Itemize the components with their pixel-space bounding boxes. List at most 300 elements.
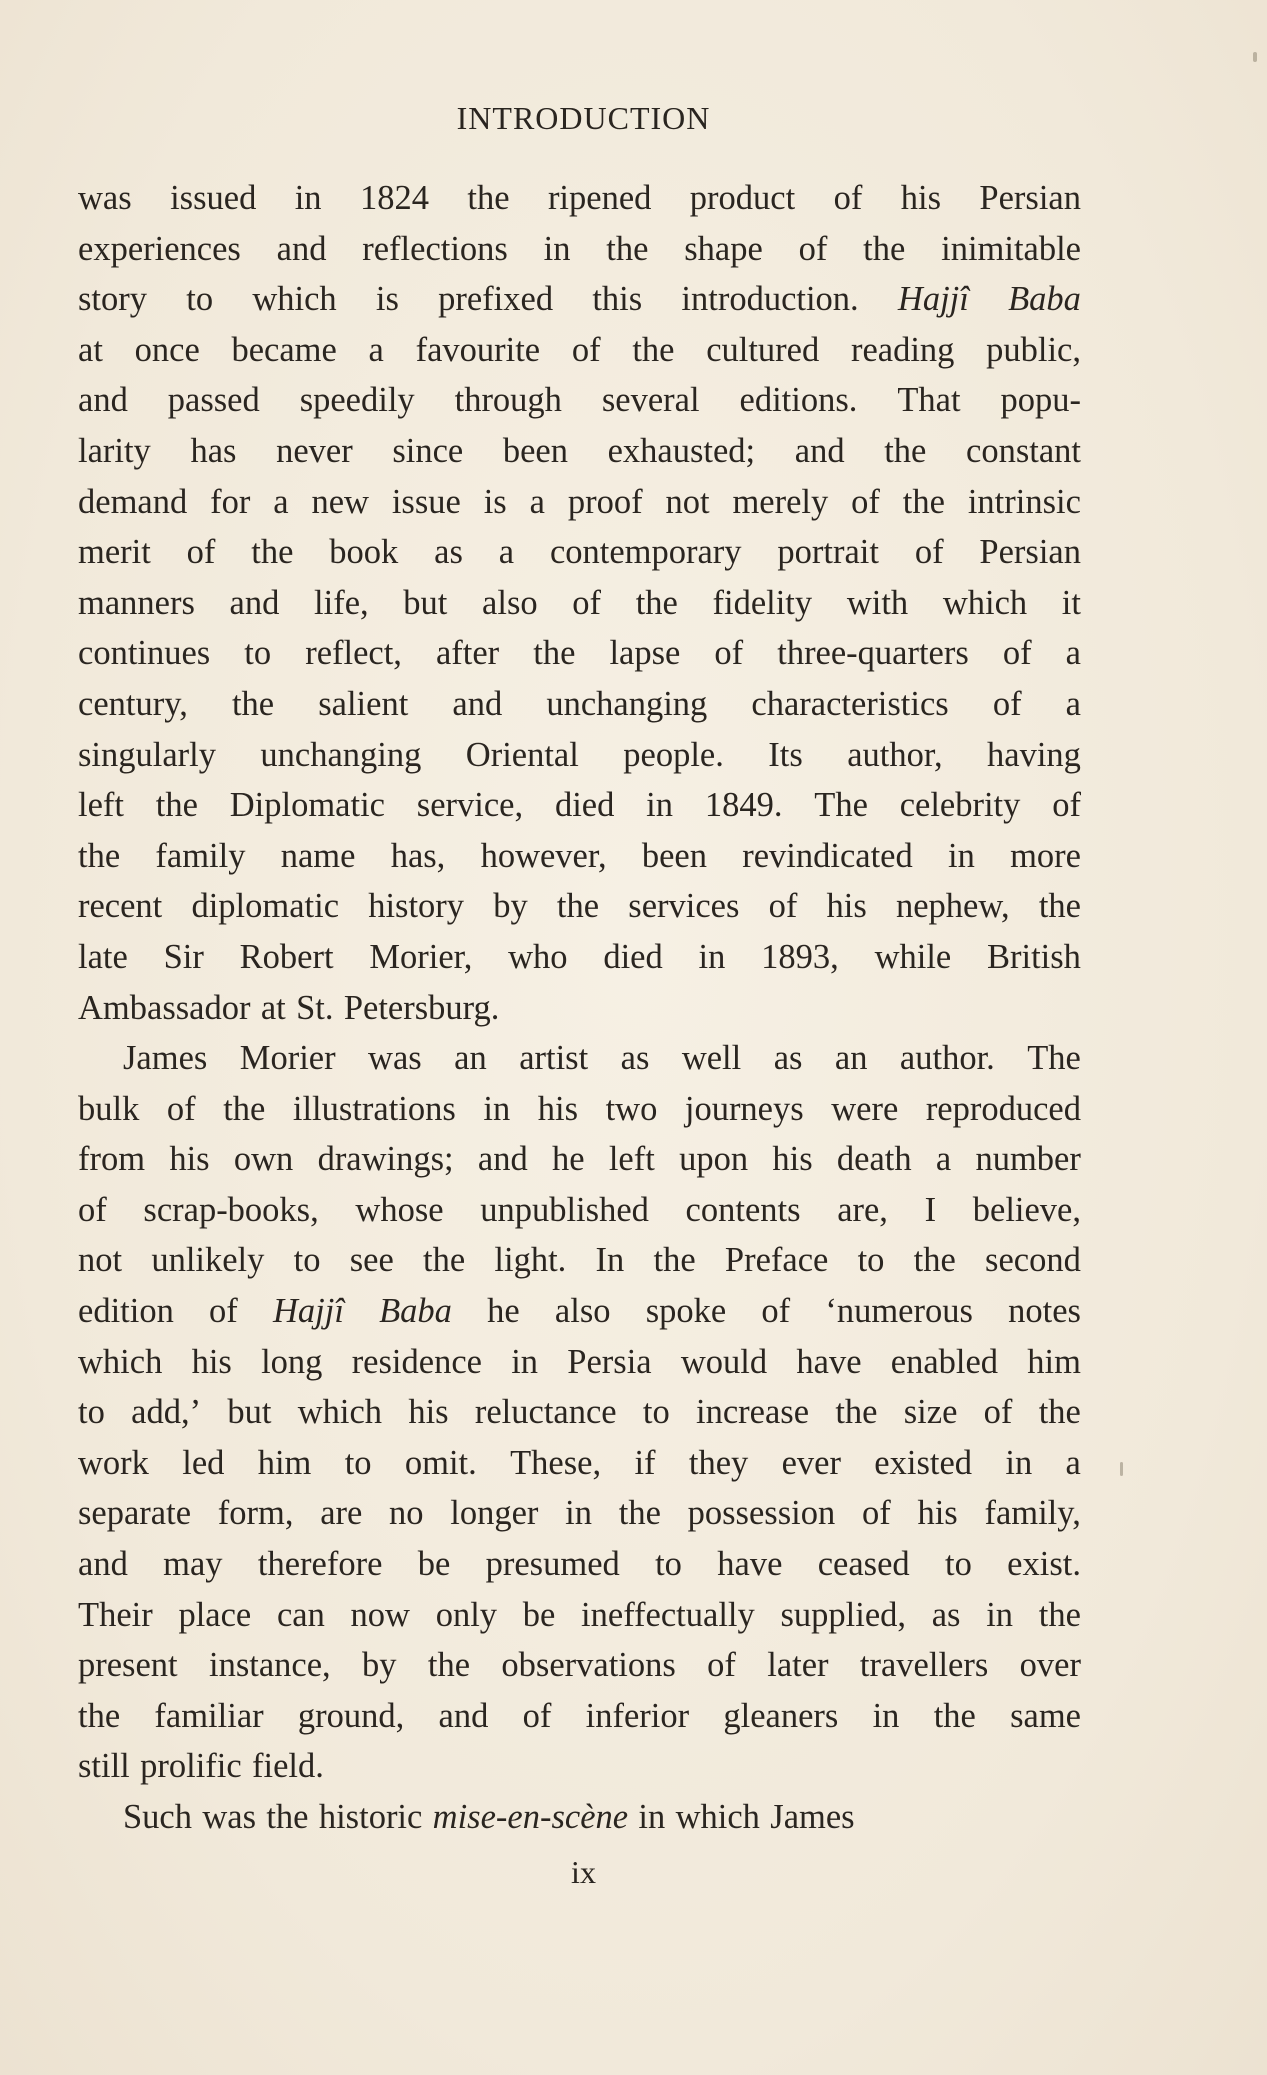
word: would	[680, 1342, 768, 1381]
word: but	[403, 583, 448, 622]
word: to	[244, 634, 272, 673]
word: never	[276, 431, 353, 470]
word: journeys	[684, 1089, 804, 1128]
word: and	[477, 1140, 528, 1179]
word: a	[935, 1140, 952, 1179]
word: omit.	[404, 1443, 477, 1482]
word: after	[435, 634, 500, 673]
word: and	[438, 1696, 489, 1735]
word: bulk	[78, 1089, 140, 1128]
word: services	[628, 887, 740, 926]
word: have	[796, 1342, 862, 1381]
word: history	[368, 887, 465, 926]
word: in	[511, 1342, 539, 1381]
word: possession	[687, 1494, 836, 1533]
word: a	[368, 330, 384, 369]
word: ineffectually	[581, 1595, 755, 1634]
word: ceased	[817, 1545, 910, 1584]
word: product	[689, 179, 796, 217]
word: which	[252, 280, 337, 319]
word: and	[794, 431, 845, 470]
text-line	[78, 831, 1081, 882]
word: been	[502, 431, 568, 470]
word: of	[714, 634, 744, 673]
word: in	[543, 229, 571, 268]
word: also	[554, 1292, 611, 1331]
word: proof	[567, 482, 643, 521]
word: his	[772, 1140, 813, 1179]
word: reproduced	[925, 1089, 1081, 1128]
text-line	[78, 1438, 1081, 1489]
word: Preface	[724, 1241, 829, 1280]
word: ‘numerous	[825, 1292, 973, 1331]
word: death	[836, 1140, 912, 1179]
word: author,	[847, 735, 943, 774]
word: now	[350, 1595, 410, 1634]
word: existed	[874, 1443, 973, 1482]
word: may	[163, 1545, 223, 1584]
word: story	[78, 280, 147, 319]
word: St.	[296, 988, 334, 1027]
word: the	[423, 1241, 466, 1280]
text-line	[78, 1033, 1081, 1084]
body-text	[78, 173, 1081, 1843]
word: as	[434, 533, 463, 572]
word: has,	[390, 836, 446, 875]
word: in	[638, 1798, 666, 1836]
word: his	[537, 1089, 579, 1128]
word: introduction.	[681, 280, 859, 319]
word: in	[986, 1595, 1014, 1634]
word: was	[78, 179, 132, 217]
word: were	[831, 1089, 899, 1128]
text-line	[78, 1387, 1081, 1438]
word: author.	[899, 1039, 995, 1078]
text-line	[78, 730, 1081, 781]
word: popu-	[1000, 381, 1081, 420]
word: the	[632, 330, 675, 369]
word: editions.	[739, 381, 858, 420]
word: the	[653, 1241, 696, 1280]
word: exist.	[1007, 1545, 1081, 1584]
word: increase	[696, 1393, 810, 1432]
word: the	[835, 1393, 878, 1432]
word: his	[917, 1494, 958, 1533]
word: this	[592, 280, 643, 319]
word: of	[983, 1393, 1013, 1432]
word: observations	[501, 1646, 676, 1685]
text-line	[78, 1185, 1081, 1236]
word: his	[900, 179, 942, 217]
word: in	[947, 836, 975, 875]
word: the	[556, 887, 600, 926]
running-head: INTRODUCTION	[456, 100, 711, 136]
italic-word: Hajjî	[897, 280, 969, 319]
word: exhausted;	[607, 431, 756, 470]
word: left	[78, 786, 124, 825]
word: also	[482, 583, 538, 622]
word: if	[634, 1443, 656, 1482]
word: his	[191, 1342, 232, 1381]
word: of	[571, 330, 601, 369]
word: recent	[78, 887, 163, 926]
word: him	[1027, 1342, 1081, 1381]
word: in	[294, 179, 322, 217]
word: prefixed	[438, 280, 554, 319]
word: issued	[170, 179, 257, 217]
word: speedily	[299, 381, 415, 420]
word: 1893,	[761, 937, 839, 976]
word: can	[276, 1595, 325, 1634]
word: the	[635, 583, 678, 622]
word: the	[913, 1241, 956, 1280]
word: artist	[519, 1039, 589, 1078]
word: revindicated	[742, 836, 913, 875]
word: still	[78, 1747, 130, 1786]
word: the	[78, 1696, 121, 1735]
word: Ambassador	[78, 988, 251, 1027]
word: his	[169, 1140, 210, 1179]
word: the	[223, 1089, 266, 1128]
word: gleaners	[723, 1696, 839, 1735]
word: his	[408, 1393, 449, 1432]
italic-word: Baba	[1008, 280, 1081, 319]
word: Diplomatic	[229, 786, 385, 825]
word: Sir	[163, 937, 204, 976]
word: a	[1065, 634, 1081, 673]
word: as	[931, 1595, 961, 1634]
word: ground,	[297, 1696, 405, 1735]
word: have	[717, 1545, 783, 1584]
word: he	[552, 1140, 585, 1179]
word: was	[202, 1798, 256, 1836]
word: salient	[318, 684, 409, 723]
text-line	[78, 679, 1081, 730]
word: of	[992, 684, 1022, 723]
word: In	[595, 1241, 625, 1280]
word: in	[483, 1089, 511, 1128]
word: who	[508, 937, 568, 976]
text-line	[78, 1084, 1081, 1135]
word: spoke	[645, 1292, 727, 1331]
text-line	[78, 1691, 1081, 1742]
word: having	[987, 735, 1081, 774]
word: of	[209, 1292, 238, 1331]
word: to	[945, 1545, 972, 1584]
word: issue	[391, 482, 461, 521]
word: to	[293, 1241, 321, 1280]
word: by	[362, 1646, 397, 1685]
word: constant	[966, 431, 1081, 470]
word: Robert	[239, 937, 334, 976]
word: demand	[78, 482, 188, 521]
word: inimitable	[941, 229, 1081, 268]
word: the	[1038, 1595, 1081, 1634]
word: lapse	[609, 634, 681, 673]
word: name	[280, 836, 356, 875]
text-line	[78, 578, 1081, 629]
word: the	[533, 634, 576, 673]
word: the	[1038, 887, 1081, 926]
word: believe,	[972, 1190, 1081, 1229]
margin-mark	[1120, 1462, 1123, 1476]
word: they	[688, 1443, 749, 1482]
word: the	[427, 1646, 471, 1685]
word: reluctance	[474, 1393, 617, 1432]
word: unlikely	[151, 1241, 265, 1280]
text-line	[78, 628, 1081, 679]
text-line	[78, 1337, 1081, 1388]
text-line	[78, 1539, 1081, 1590]
word: Its	[768, 735, 803, 774]
word: singularly	[78, 735, 216, 774]
word: therefore	[257, 1545, 383, 1584]
word: was	[368, 1039, 422, 1078]
word: shape	[684, 229, 763, 268]
word: number	[975, 1140, 1081, 1179]
word: late	[78, 937, 128, 976]
text-line	[78, 881, 1081, 932]
word: since	[392, 431, 464, 470]
word: presumed	[485, 1545, 620, 1584]
word: which	[78, 1342, 163, 1381]
word: add,’	[131, 1393, 202, 1432]
word: Such	[123, 1798, 192, 1836]
word: which	[297, 1393, 383, 1432]
word: a	[498, 533, 515, 572]
word: British	[987, 937, 1081, 976]
word: to	[857, 1241, 885, 1280]
word: reflect,	[305, 634, 402, 673]
word: to	[186, 280, 214, 319]
word: longer	[450, 1494, 539, 1533]
text-line	[78, 1640, 1081, 1691]
word: in	[698, 937, 726, 976]
word: people.	[623, 735, 724, 774]
word: to	[642, 1393, 670, 1432]
word: unchanging	[546, 684, 708, 723]
text-line	[78, 375, 1081, 426]
word: the	[606, 229, 649, 268]
word: continues	[78, 634, 211, 673]
word: instance,	[209, 1646, 331, 1685]
word: century,	[78, 684, 188, 723]
text-line	[78, 1286, 1081, 1337]
word: well	[681, 1039, 742, 1078]
word: his	[826, 887, 867, 926]
word: three-quarters	[777, 634, 969, 673]
word: over	[1019, 1646, 1081, 1685]
word: ever	[781, 1443, 841, 1482]
word: long	[261, 1342, 323, 1381]
word: James	[123, 1039, 208, 1078]
word: field.	[252, 1747, 324, 1786]
word: as	[620, 1039, 650, 1078]
word: family,	[984, 1494, 1081, 1533]
word: 1824	[359, 179, 429, 217]
word: has	[190, 431, 237, 470]
word: and	[276, 229, 327, 268]
word: enabled	[890, 1342, 999, 1381]
text-line	[78, 426, 1081, 477]
word: upon	[679, 1140, 749, 1179]
word: inferior	[585, 1696, 690, 1735]
edge-speck	[1253, 52, 1257, 62]
word: of	[186, 533, 216, 572]
word: more	[1010, 836, 1081, 875]
text-line	[78, 527, 1081, 578]
word: unpublished	[480, 1190, 649, 1229]
word: Persian	[979, 179, 1081, 217]
text-line	[78, 780, 1081, 831]
word: at	[78, 330, 103, 369]
word: larity	[78, 431, 151, 470]
word: own	[233, 1140, 294, 1179]
word: present	[78, 1646, 178, 1685]
word: life,	[314, 583, 369, 622]
word: form,	[217, 1494, 294, 1533]
word: Morier,	[369, 937, 473, 976]
word: of	[1002, 634, 1032, 673]
word: died	[554, 786, 615, 825]
word: nephew,	[895, 887, 1010, 926]
word: public,	[986, 330, 1081, 369]
word: of	[861, 1494, 891, 1533]
word: left	[608, 1140, 655, 1179]
word: merit	[78, 533, 151, 572]
word: a	[529, 482, 545, 521]
word: illustrations	[292, 1089, 456, 1128]
word: experiences	[78, 229, 241, 268]
word: the	[933, 1696, 976, 1735]
word: merely	[732, 482, 829, 521]
word: manners	[78, 583, 195, 622]
word: of	[78, 1190, 107, 1229]
word: and	[78, 381, 128, 420]
word: it	[1061, 583, 1081, 622]
word: while	[874, 937, 952, 976]
word: him	[257, 1443, 312, 1482]
word: no	[389, 1494, 424, 1533]
word: see	[349, 1241, 394, 1280]
word: the	[884, 431, 927, 470]
word: separate	[78, 1494, 192, 1533]
word: service,	[416, 786, 524, 825]
word: be	[522, 1595, 556, 1634]
word: to	[655, 1545, 682, 1584]
word: in	[872, 1696, 900, 1735]
word: cultured	[706, 330, 820, 369]
word: place	[178, 1595, 252, 1634]
word: the	[251, 533, 294, 572]
word: in	[565, 1494, 592, 1533]
word: for	[210, 482, 251, 521]
word: of	[914, 533, 944, 572]
word: the	[467, 179, 510, 217]
text-line	[78, 1488, 1081, 1539]
word: light.	[494, 1241, 567, 1280]
text-line	[78, 1741, 1081, 1792]
word: the	[231, 684, 275, 723]
word: which	[942, 583, 1028, 622]
word: of	[572, 583, 602, 622]
word: in	[1005, 1443, 1033, 1482]
word: the	[1038, 1393, 1081, 1432]
word: diplomatic	[191, 887, 340, 926]
word: passed	[167, 381, 260, 420]
text-line	[78, 1134, 1081, 1185]
word: to	[344, 1443, 372, 1482]
word: to	[78, 1393, 105, 1432]
word: are	[320, 1494, 363, 1533]
word: The	[1027, 1039, 1081, 1078]
text-line	[78, 173, 1081, 224]
word: That	[897, 381, 961, 420]
word: of	[1052, 786, 1081, 825]
text-line	[78, 932, 1081, 983]
word: of	[851, 482, 880, 521]
italic-word: Hajjî	[272, 1292, 344, 1331]
word: a	[1065, 684, 1081, 723]
word: Morier	[239, 1039, 336, 1078]
word: is	[375, 280, 399, 319]
word: scrap-books,	[143, 1190, 319, 1229]
word: of	[833, 179, 863, 217]
word: two	[605, 1089, 658, 1128]
word: residence	[351, 1342, 482, 1381]
word: size	[903, 1393, 958, 1432]
word: the	[902, 482, 945, 521]
word: and	[452, 684, 503, 723]
word: contemporary	[549, 533, 742, 572]
word: of	[707, 1646, 736, 1685]
word: as	[773, 1039, 803, 1078]
word: ripened	[547, 179, 652, 217]
word: book	[329, 533, 399, 572]
word: of	[522, 1696, 552, 1735]
word: the	[863, 229, 906, 268]
word: Persia	[567, 1342, 652, 1381]
text-line	[78, 325, 1081, 376]
word: a	[273, 482, 289, 521]
text-line	[78, 224, 1081, 275]
word: prolific	[140, 1747, 242, 1786]
word: work	[78, 1443, 149, 1482]
word: drawings;	[317, 1140, 454, 1179]
word: edition	[78, 1292, 174, 1331]
word: of	[166, 1089, 196, 1128]
word: in	[646, 786, 673, 825]
text-line	[78, 274, 1081, 325]
word: family	[155, 836, 246, 875]
word: portrait	[777, 533, 879, 572]
word: The	[814, 786, 868, 825]
text-line	[78, 983, 1081, 1034]
word: with	[846, 583, 909, 622]
word: became	[231, 330, 337, 369]
word: supplied,	[780, 1595, 907, 1634]
word: I	[924, 1190, 937, 1229]
word: Petersburg.	[343, 988, 500, 1027]
word: reflections	[362, 229, 508, 268]
word: been	[641, 836, 707, 875]
word: intrinsic	[967, 482, 1081, 521]
word: historic	[318, 1798, 423, 1836]
word: Oriental	[465, 735, 579, 774]
word: several	[601, 381, 700, 420]
word: characteristics	[751, 684, 949, 723]
word: same	[1010, 1696, 1081, 1735]
